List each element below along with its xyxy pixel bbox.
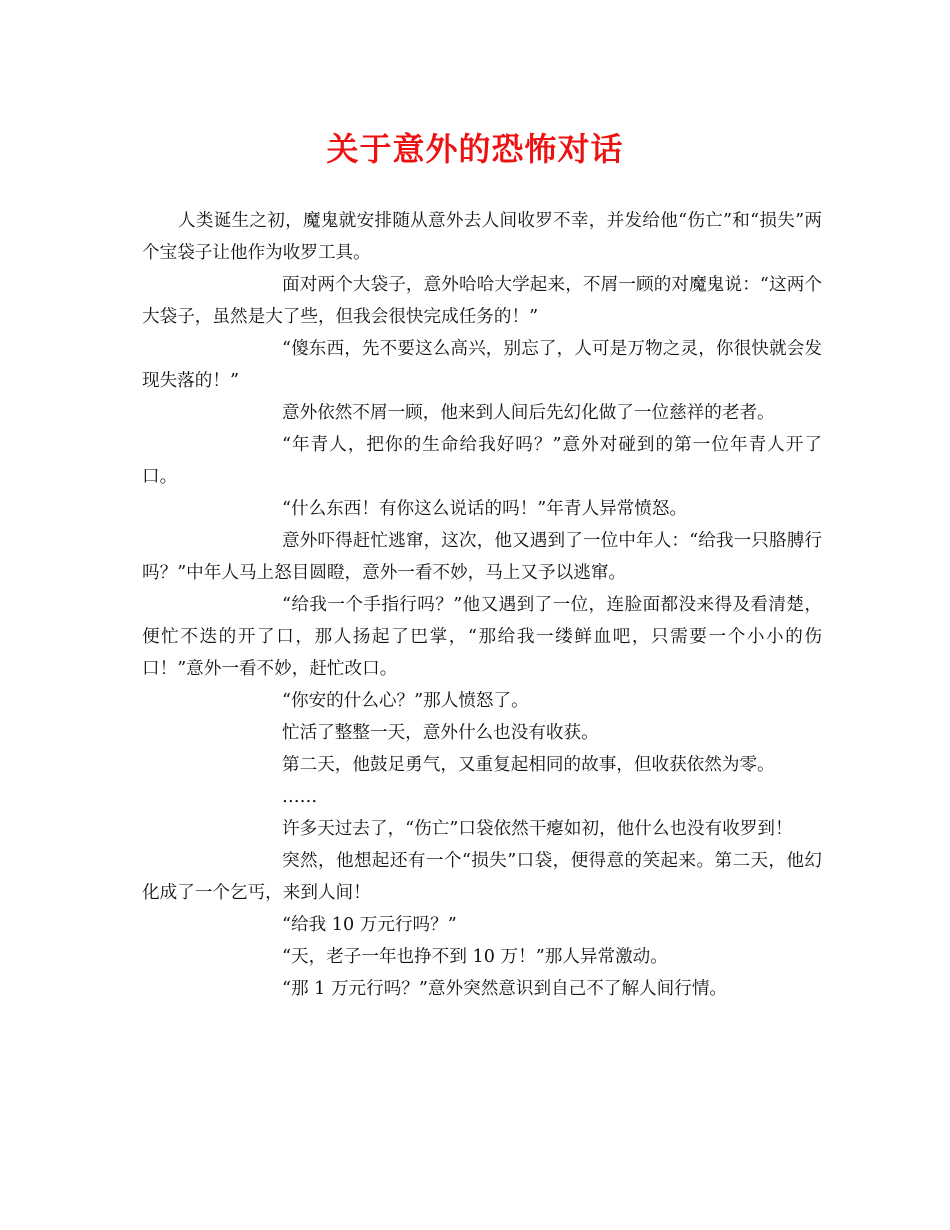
paragraph: “给我 10 万元行吗？” [282, 915, 457, 935]
paragraph: “年青人，把你的生命给我好吗？”意外对碰到的第一位年青人开了口。 [142, 435, 822, 487]
paragraph: 意外吓得赶忙逃窜，这次，他又遇到了一位中年人：“给我一只胳膊行吗？”中年人马上怒目圆瞪，意外一看不妙，马上又予以逃窜。 [142, 531, 822, 583]
paragraph: 第二天，他鼓足勇气，又重复起相同的故事，但收获依然为零。 [282, 755, 775, 775]
paragraph: “天，老子一年也挣不到 10 万！”那人异常激动。 [282, 947, 668, 967]
ellipsis-line: …… [282, 787, 318, 807]
document-title: 关于意外的恐怖对话 [326, 130, 624, 168]
paragraph: 忙活了整整一天，意外什么也没有收获。 [282, 723, 599, 743]
paragraph: 面对两个大袋子，意外哈哈大学起来，不屑一顾的对魔鬼说：“这两个大袋子，虽然是大了些，但我会很快完成任务的！” [142, 275, 822, 327]
paragraph: “你安的什么心？”那人愤怒了。 [282, 691, 529, 711]
paragraph: “什么东西！有你这么说话的吗！”年青人异常愤怒。 [282, 499, 688, 519]
paragraph: 许多天过去了，“伤亡”口袋依然干瘪如初，他什么也没有收罗到！ [282, 819, 793, 839]
paragraph: “那 1 万元行吗？”意外突然意识到自己不了解人间行情。 [282, 979, 728, 999]
document-body [142, 205, 822, 1005]
paragraph: 突然，他想起还有一个“损失”口袋，便得意的笑起来。第二天，他幻化成了一个乞丐，来到人间！ [142, 851, 822, 903]
paragraph: “傻东西，先不要这么高兴，别忘了，人可是万物之灵，你很快就会发现失落的！” [142, 339, 822, 391]
paragraph: 意外依然不屑一顾，他来到人间后先幻化做了一位慈祥的老者。 [282, 403, 775, 423]
paragraph: 人类诞生之初，魔鬼就安排随从意外去人间收罗不幸，并发给他“伤亡”和“损失”两个宝袋子让他作为收罗工具。 [142, 211, 822, 263]
paragraph: “给我一个手指行吗？”他又遇到了一位，连脸面都没来得及看清楚，便忙不迭的开了口，那人扬起了巴掌，“那给我一缕鲜血吧，只需要一个小小的伤口！”意外一看不妙，赶忙改口。 [142, 595, 822, 679]
